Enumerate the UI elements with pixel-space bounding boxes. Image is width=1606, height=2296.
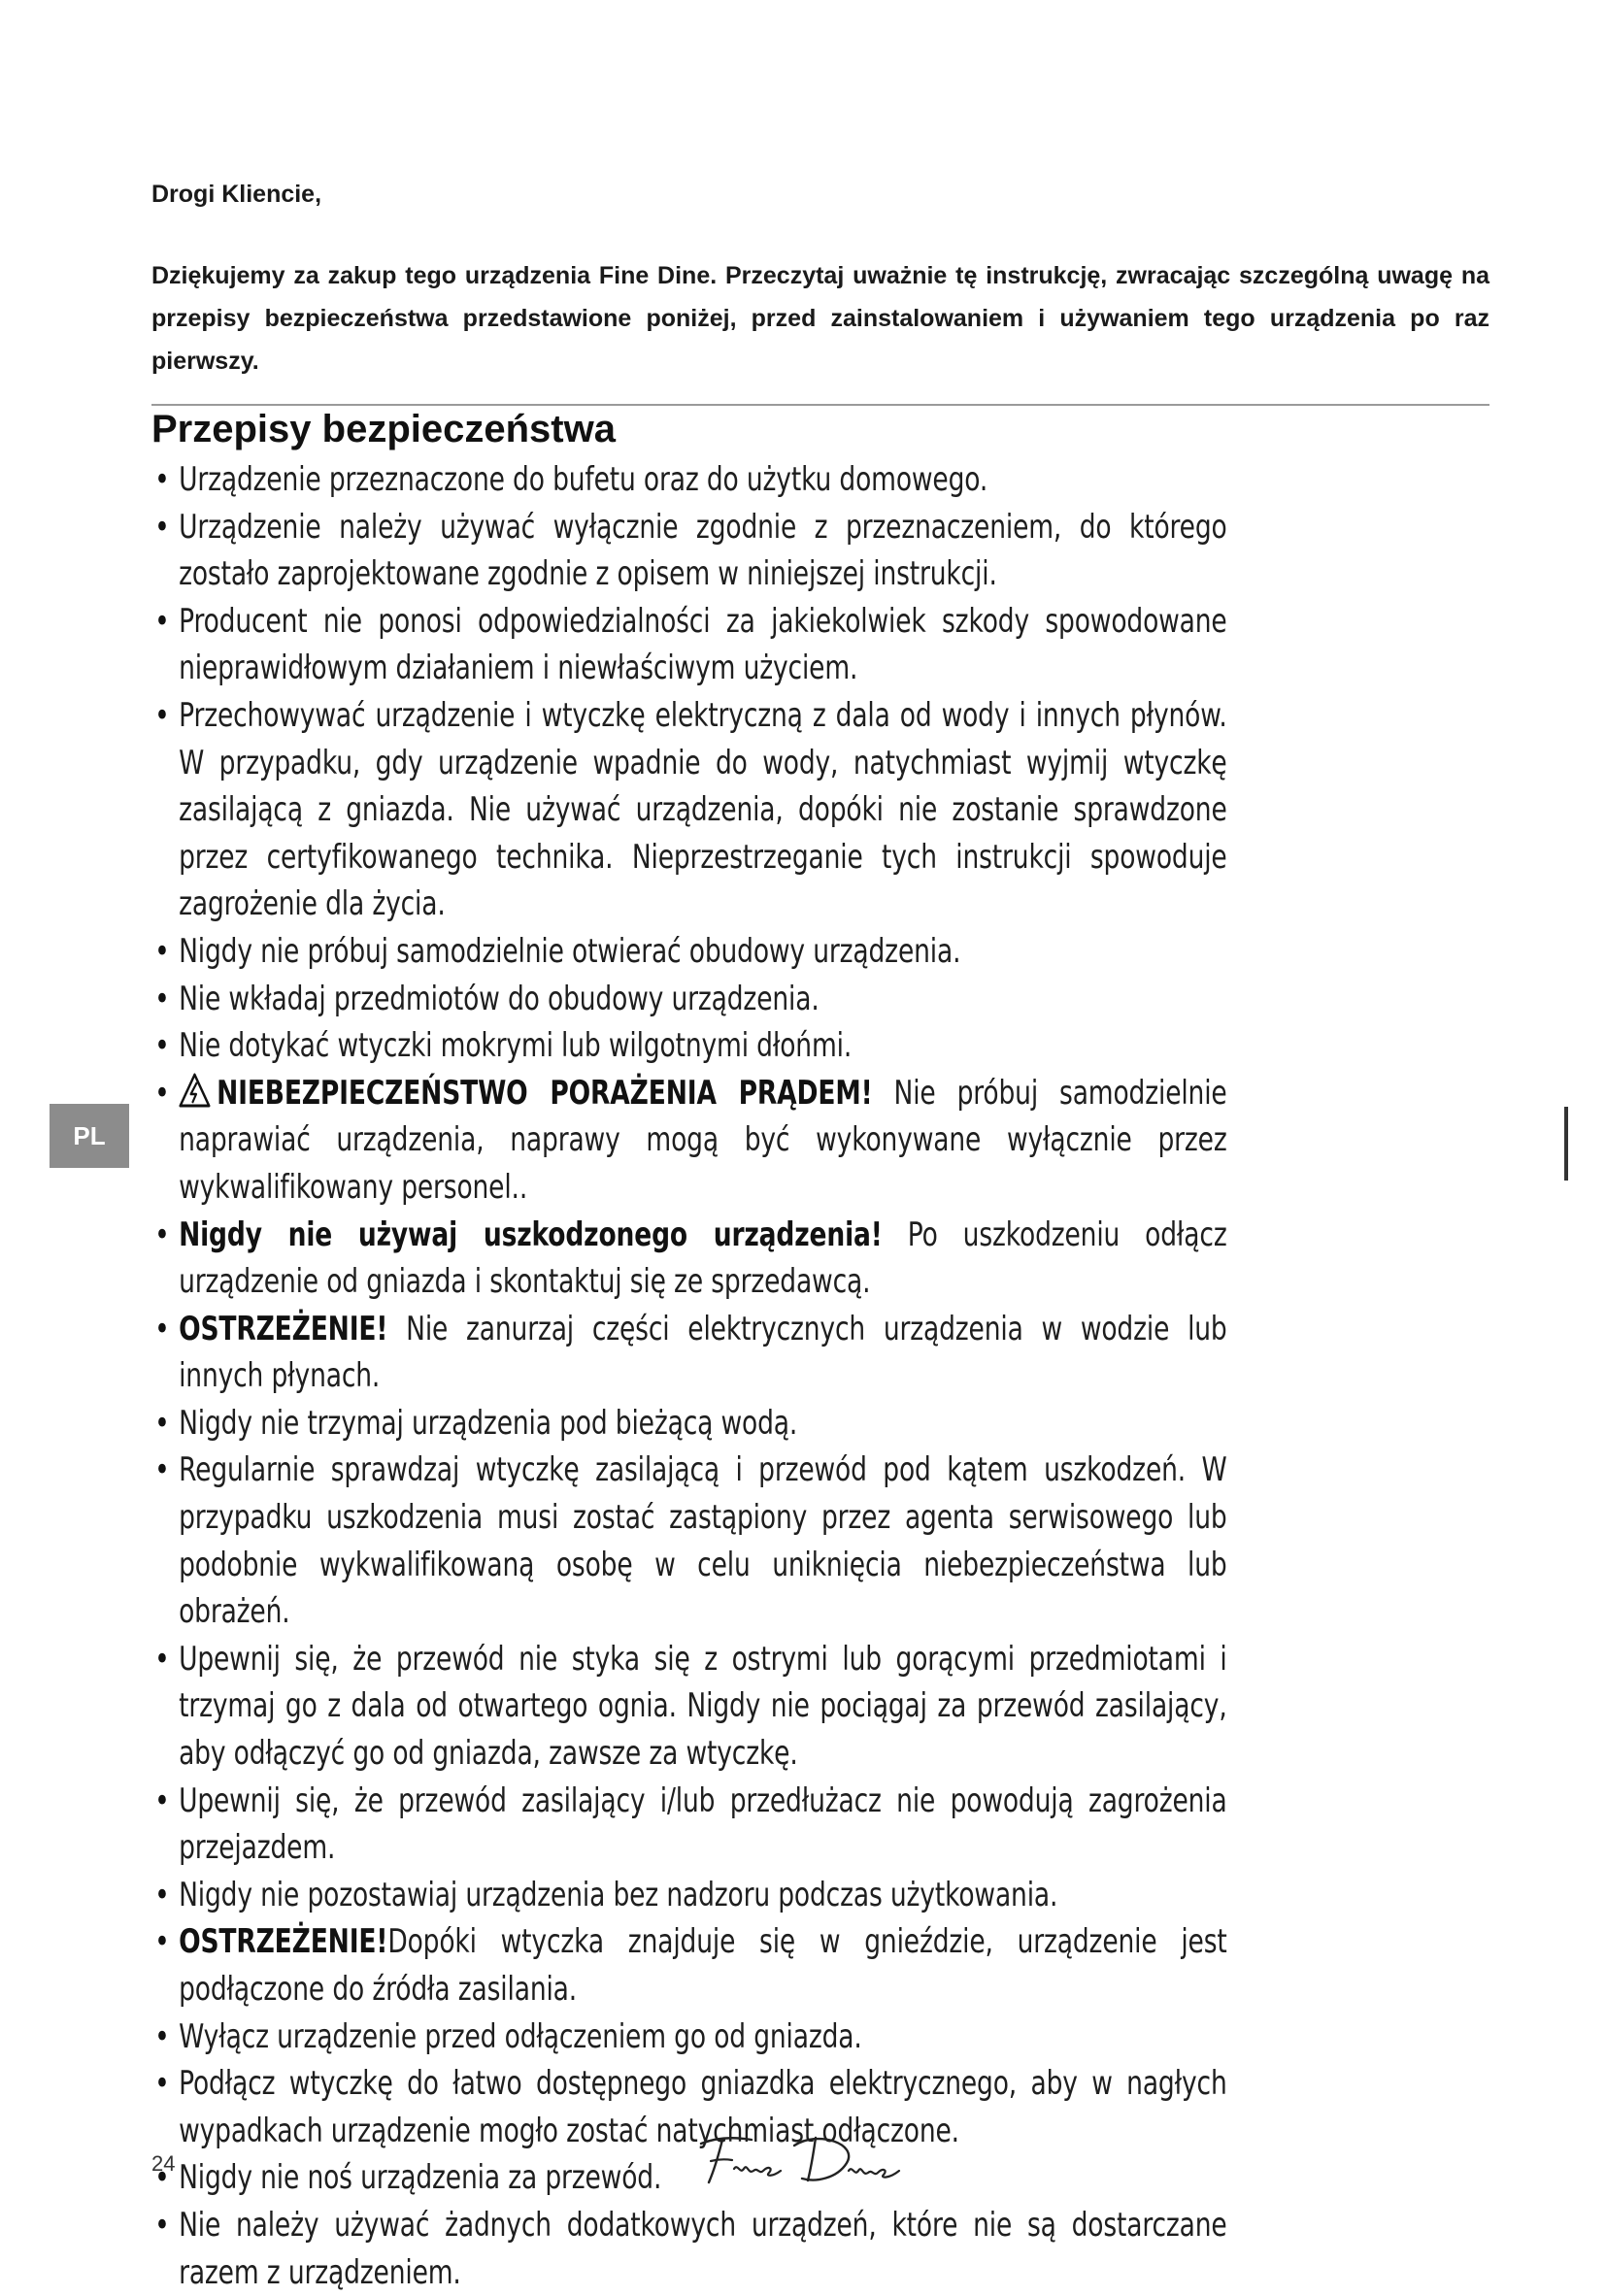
rule-text: Upewnij się, że przewód nie styka się z ostrymi lub gorącymi przedmiotami i trzymaj go z dala od otwartego ognia. Nigdy nie pociągaj za przewód zasilający, aby odłączyć go od gniazda, zawsze za wtyczkę. <box>179 1639 1227 1774</box>
rule-text: Regularnie sprawdzaj wtyczkę zasilającą i przewód pod kątem uszkodzeń. W przypadku uszkodzenia musi zostać zastąpiony przez agenta serwisowego lub podobnie wykwalifikowaną osobę w celu uniknięcia niebezpieczeństwa lub obrażeń. <box>179 1450 1227 1632</box>
rule-text: Przechowywać urządzenie i wtyczkę elektryczną z dala od wody i innych płynów. W przypadku, gdy urządzenie wpadnie do wody, natychmiast wyjmij wtyczkę zasilającą z gniazda. Nie używać urządzenia, dopóki nie zostanie sprawdzone przez certyfikowanego technika. Nieprzestrzeganie tych instrukcji spowoduje zagrożenie dla życia. <box>179 695 1227 924</box>
list-item <box>151 2013 1227 2061</box>
rule-text: Nie próbuj samodzielnie naprawiać urządzenia, naprawy mogą być wykonywane wyłącznie przez wykwalifikowany personel.. <box>179 1073 1227 1207</box>
list-item <box>151 2060 1227 2154</box>
list-item <box>151 1636 1227 1778</box>
list-item <box>151 1872 1227 1919</box>
section-divider <box>151 404 1489 406</box>
list-item <box>151 928 1227 976</box>
safety-rules-list <box>151 456 1227 2296</box>
page-number: 24 <box>151 2151 176 2176</box>
list-item <box>151 1918 1227 2013</box>
rule-text: Podłącz wtyczkę do łatwo dostępnego gniazdka elektrycznego, aby w nagłych wypadkach urządzenie mogło zostać natychmiast odłączone. <box>179 2064 1227 2150</box>
rule-text: Nigdy nie noś urządzenia za przewód. <box>179 2158 662 2198</box>
electric-hazard-triangle-icon <box>179 1073 211 1108</box>
list-item <box>151 456 1227 504</box>
list-item <box>151 2154 1227 2202</box>
rule-text: Nie wkładaj przedmiotów do obudowy urządzenia. <box>179 979 820 1018</box>
rule-text: Nie dotykać wtyczki mokrymi lub wilgotnymi dłońmi. <box>179 1026 853 1066</box>
list-item <box>151 1306 1227 1400</box>
rule-text: Producent nie ponosi odpowiedzialności za jakiekolwiek szkody spowodowane nieprawidłowym działaniem i niewłaściwym użyciem. <box>179 601 1227 688</box>
list-item <box>151 1070 1227 1212</box>
list-item <box>151 2202 1227 2296</box>
list-item <box>151 976 1227 1023</box>
list-item <box>151 1212 1227 1306</box>
list-item <box>151 1447 1227 1635</box>
language-tab: PL <box>50 1104 129 1168</box>
list-item <box>151 504 1227 598</box>
rule-text: Urządzenie przeznaczone do bufetu oraz do użytku domowego. <box>179 460 988 499</box>
rule-text: Wyłącz urządzenie przed odłączeniem go od gniazda. <box>179 2016 862 2056</box>
list-item <box>151 692 1227 928</box>
rule-text: Urządzenie należy używać wyłącznie zgodnie z przeznaczeniem, do którego zostało zaprojektowane zgodnie z opisem w niniejszej instrukcji. <box>179 507 1227 594</box>
list-item <box>151 598 1227 692</box>
rule-text: Upewnij się, że przewód zasilający i/lub przedłużacz nie powodują zagrożenia przejazdem. <box>179 1780 1227 1868</box>
list-item <box>151 1778 1227 1872</box>
rule-emphasis: OSTRZEŻENIE! <box>179 1309 388 1348</box>
rule-emphasis: NIEBEZPIECZEŃSTWO PORAŻENIA PRĄDEM! <box>217 1073 873 1113</box>
list-item <box>151 1022 1227 1070</box>
list-item <box>151 1400 1227 1447</box>
page-edge-marker <box>1564 1107 1568 1181</box>
rule-text: Dopóki wtyczka znajduje się w gnieździe, urządzenie jest podłączone do źródła zasilania. <box>179 1922 1227 2009</box>
fine-dine-logo <box>691 2126 944 2194</box>
rule-text: Nigdy nie trzymaj urządzenia pod bieżącą wodą. <box>179 1403 798 1443</box>
rule-text: Nie zanurzaj części elektrycznych urządzenia w wodzie lub innych płynach. <box>179 1309 1227 1396</box>
rule-text: Po uszkodzeniu odłącz urządzenie od gniazda i skontaktuj się ze sprzedawcą. <box>179 1215 1227 1302</box>
rule-text: Nigdy nie pozostawiaj urządzenia bez nadzoru podczas użytkowania. <box>179 1875 1058 1914</box>
rule-emphasis: OSTRZEŻENIE! <box>179 1922 388 1962</box>
rule-emphasis: Nigdy nie używaj uszkodzonego urządzenia! <box>179 1215 883 1254</box>
rule-text: Nigdy nie próbuj samodzielnie otwierać obudowy urządzenia. <box>179 931 961 971</box>
intro-paragraph: Dziękujemy za zakup tego urządzenia Fine Dine. Przeczytaj uważnie tę instrukcję, zwracając szczególną uwagę na przepisy bezpieczeństwa przedstawione poniżej, przed zainstalowaniem i używaniem tego urządzenia po raz pierwszy. <box>151 262 1489 375</box>
section-title: Przepisy bezpieczeństwa <box>151 408 616 450</box>
rule-text: Nie należy używać żadnych dodatkowych urządzeń, które nie są dostarczane razem z urządzeniem. <box>179 2205 1227 2292</box>
greeting: Drogi Kliencie, <box>151 181 322 208</box>
